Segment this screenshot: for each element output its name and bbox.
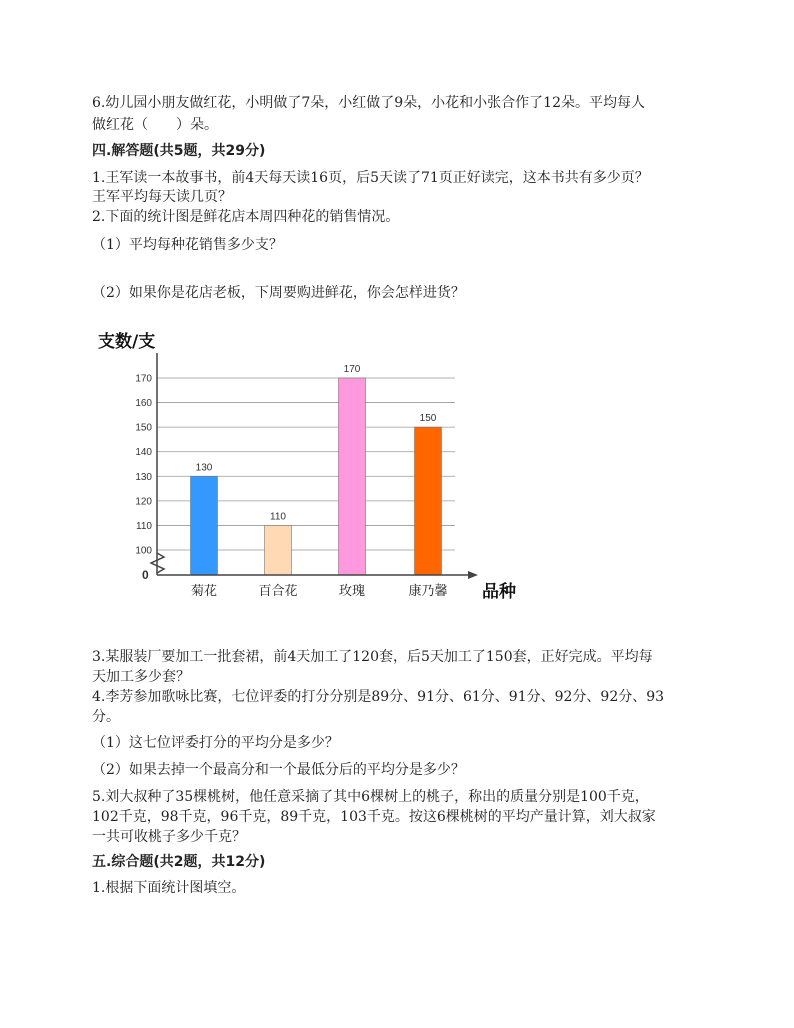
problem-2-line1: 2.下面的统计图是鲜花店本周四种花的销售情况。 — [92, 209, 400, 225]
problem-4-sub2: （2）如果去掉一个最高分和一个最低分后的平均分是多少？ — [92, 762, 465, 778]
y-tick-label: 170 — [135, 373, 152, 385]
value-labels — [196, 364, 437, 522]
value-label: 170 — [343, 364, 361, 375]
flower-sales-bar-chart — [90, 325, 530, 610]
category-label: 百合花 — [258, 584, 298, 599]
y-tick-label: 160 — [135, 398, 152, 410]
bar-1 — [191, 476, 218, 575]
problem-1-line1: 1.王军读一本故事书，前4天每天读16页，后5天读了71页正好读完，这本书共有多少页？ — [92, 170, 649, 186]
problem-3-line1: 3.某服装厂要加工一批套裙，前4天加工了120套，后5天加工了150套，正好完成。平均每 — [92, 649, 653, 665]
value-label: 130 — [195, 462, 213, 474]
problem-5-line2: 102千克，98千克，96千克，89千克，103千克。按这6棵桃树的平均产量计算，刘大叔家 — [92, 809, 656, 825]
y-tick-label: 150 — [135, 422, 152, 434]
y-axis-title: 支数/支 — [98, 332, 156, 352]
problem-5-line3: 一共可收桃子多少千克？ — [92, 829, 246, 845]
section-5-title: 五.综合题(共2题，共12分) — [92, 854, 266, 870]
bar-3 — [339, 378, 366, 575]
bar-4 — [415, 427, 442, 575]
value-label: 110 — [270, 511, 286, 523]
y-tick-label: 110 — [136, 520, 152, 532]
problem-3-line2: 天加工多少套？ — [92, 669, 190, 685]
bar-2 — [265, 525, 292, 575]
origin-label: 0 — [142, 568, 149, 582]
y-tick-label: 140 — [135, 447, 152, 459]
problem-4-line2: 分。 — [92, 709, 120, 725]
category-label: 康乃馨 — [408, 584, 448, 599]
category-labels — [191, 583, 448, 599]
problem-2-sub1: （1）平均每种花销售多少支？ — [92, 237, 283, 253]
x-axis-title: 品种 — [482, 582, 516, 602]
y-tick-labels — [135, 374, 152, 557]
category-label: 玫瑰 — [338, 584, 366, 599]
problem-4-line1: 4.李芳参加歌咏比赛，七位评委的打分分别是89分、91分、61分、91分、92分、92分、93 — [92, 689, 665, 705]
question-6-line2: 做红花（ ）朵。 — [92, 117, 218, 133]
problem-1-line2: 王军平均每天读几页？ — [92, 189, 232, 205]
problem-2-sub2: （2）如果你是花店老板，下周要购进鲜花，你会怎样进货？ — [92, 285, 465, 301]
section-4-title: 四.解答题(共5题，共29分) — [92, 143, 266, 159]
comprehensive-1-line1: 1.根据下面统计图填空。 — [92, 880, 246, 896]
problem-4-sub1: （1）这七位评委打分的平均分是多少？ — [92, 735, 339, 751]
value-label: 150 — [419, 413, 437, 425]
problem-5-line1: 5.刘大叔种了35棵桃树，他任意采摘了其中6棵树上的桃子，称出的质量分别是100千克， — [92, 789, 649, 805]
y-tick-label: 130 — [135, 471, 152, 483]
y-tick-label: 120 — [135, 496, 152, 508]
category-label: 菊花 — [190, 584, 218, 599]
x-axis-arrow — [468, 571, 478, 579]
question-6-line1: 6.幼儿园小朋友做红花，小明做了7朵，小红做了9朵，小花和小张合作了12朵。平均每人 — [92, 95, 645, 111]
y-tick-label: 100 — [135, 545, 152, 557]
